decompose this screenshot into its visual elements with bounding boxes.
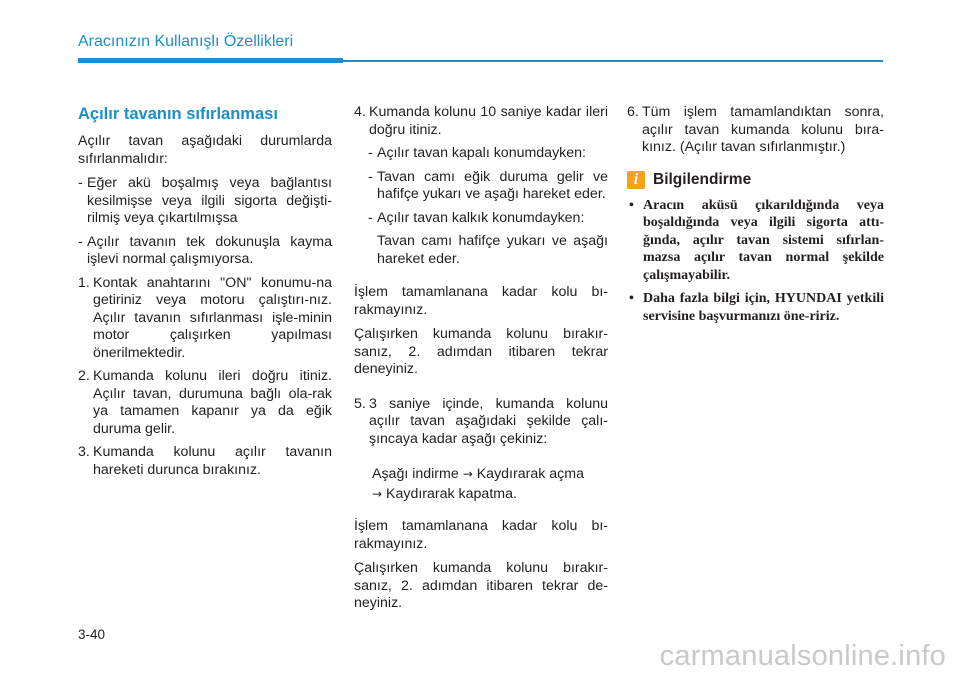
sub-condition-item [354, 145, 608, 163]
arrow-right-icon: → [462, 467, 473, 481]
operation-sequence [354, 464, 608, 504]
condition-text: Açılır tavanın tek dokunuşla kayma işlevi normal çalışmıyorsa. [87, 233, 332, 267]
step-number: 1. [78, 274, 90, 291]
info-bullet-text: Daha fazla bilgi için, HYUNDAI yetkili servisine başvurmanızı öne-ririz. [643, 291, 884, 324]
step-number: 2. [78, 368, 90, 384]
condition-text: Eğer akü boşalmış veya bağlantısı kesilmişse veya ilgili sigorta değişti-rilmiş veya çıkartılmışsa [87, 175, 332, 226]
info-bullet-text: Aracın aküsü çıkarıldığında veya boşaldığında veya ilgili sigorta attı-ğında, açılır tavan sistemi sıfırlan-mazsa açılır tavan normal şekilde çalışmayabilir. [643, 197, 884, 283]
watermark-text: carmanualsonline.info [659, 640, 946, 672]
dash-marker: - [368, 209, 373, 226]
step-item [78, 275, 332, 363]
retry-note: Çalışırken kumanda kolunu bırakır-sanız, 2. adımdan itibaren tekrar deneyiniz. [354, 326, 608, 377]
column-3 [627, 104, 884, 331]
bullet-marker: • [629, 291, 634, 306]
sub-condition-item [354, 210, 608, 228]
sub-condition-text: Açılır tavan kapalı konumdayken: [377, 145, 586, 161]
sequence-step: Aşağı indirme [372, 466, 459, 482]
info-bullet [627, 197, 884, 285]
step-item [627, 104, 884, 157]
step-text: 3 saniye içinde, kumanda kolunu açılır tavan aşağıdaki şekilde çalı-şıncaya kadar aşağı çekiniz: [369, 395, 608, 447]
step-text: Kumanda kolunu açılır tavanın hareketi durunca bırakınız. [93, 444, 332, 478]
column-2 [354, 104, 608, 620]
sequence-step: Kaydırarak açma [476, 466, 584, 482]
dash-marker: - [368, 145, 373, 161]
section-header-title: Aracınızın Kullanışlı Özellikleri [78, 33, 294, 50]
bullet-marker: • [629, 197, 634, 213]
info-header [627, 171, 884, 189]
sub-condition-text: Tavan camı eğik duruma gelir ve hafifçe yukarı ve aşağı hareket eder. [377, 168, 608, 202]
release-note: İşlem tamamlanana kadar kolu bı-rakmayınız. [354, 518, 608, 552]
step-text: Kumanda kolunu ileri doğru itiniz. Açılır tavan, durumuna bağlı ola-rak ya tamamen kapanır ya da eğik duruma gelir. [93, 368, 332, 437]
condition-item [78, 175, 332, 228]
info-title: Bilgilendirme [653, 170, 752, 188]
intro-paragraph: Açılır tavan aşağıdaki durumlarda sıfırlanmalıdır: [78, 133, 332, 167]
sub-condition-item [354, 169, 608, 204]
dash-marker: - [78, 175, 83, 191]
sequence-step: Kaydırarak kapatma. [386, 486, 517, 502]
step-number: 3. [78, 444, 90, 460]
step-number: 6. [627, 104, 639, 120]
sub-condition-result: Tavan camı hafifçe yukarı ve aşağı hareket eder. [377, 233, 608, 267]
retry-note: Çalışırken kumanda kolunu bırakır-sanız, 2. adımdan itibaren tekrar de-neyiniz. [354, 560, 608, 611]
header-rule-thick [78, 58, 343, 63]
step-text: Kontak anahtarını "ON" konumu-na getiriniz veya motoru çalıştırı-nız. Açılır tavanın sıfırlanması işle-minin motor çalışırken yapılması önerilmektedir. [93, 274, 332, 361]
header-rule-thin [343, 60, 883, 62]
sub-condition-text: Açılır tavan kalkık konumdayken: [377, 209, 585, 226]
section-title: Açılır tavanın sıfırlanması [78, 105, 278, 123]
step-number: 5. [354, 395, 366, 412]
step-text: Tüm işlem tamamlandıktan sonra, açılır tavan kumanda kolunu bıra-kınız. (Açılır tavan sıfırlanmıştır.) [642, 104, 884, 155]
page-number: 3-40 [78, 627, 106, 642]
dash-marker: - [368, 168, 373, 185]
step-item [354, 396, 608, 449]
release-note: İşlem tamamlanana kadar kolu bı-rakmayınız. [354, 284, 608, 318]
dash-marker: - [78, 233, 83, 250]
step-number: 4. [354, 104, 366, 120]
column-1 [78, 104, 332, 485]
step-item [78, 368, 332, 438]
arrow-right-icon: → [372, 487, 383, 501]
step-text: Kumanda kolunu 10 saniye kadar ileri doğru itiniz. [369, 104, 608, 138]
info-bullet [627, 290, 884, 325]
info-icon: i [627, 171, 645, 189]
step-item [354, 104, 608, 139]
condition-item [78, 234, 332, 269]
step-item [78, 444, 332, 479]
